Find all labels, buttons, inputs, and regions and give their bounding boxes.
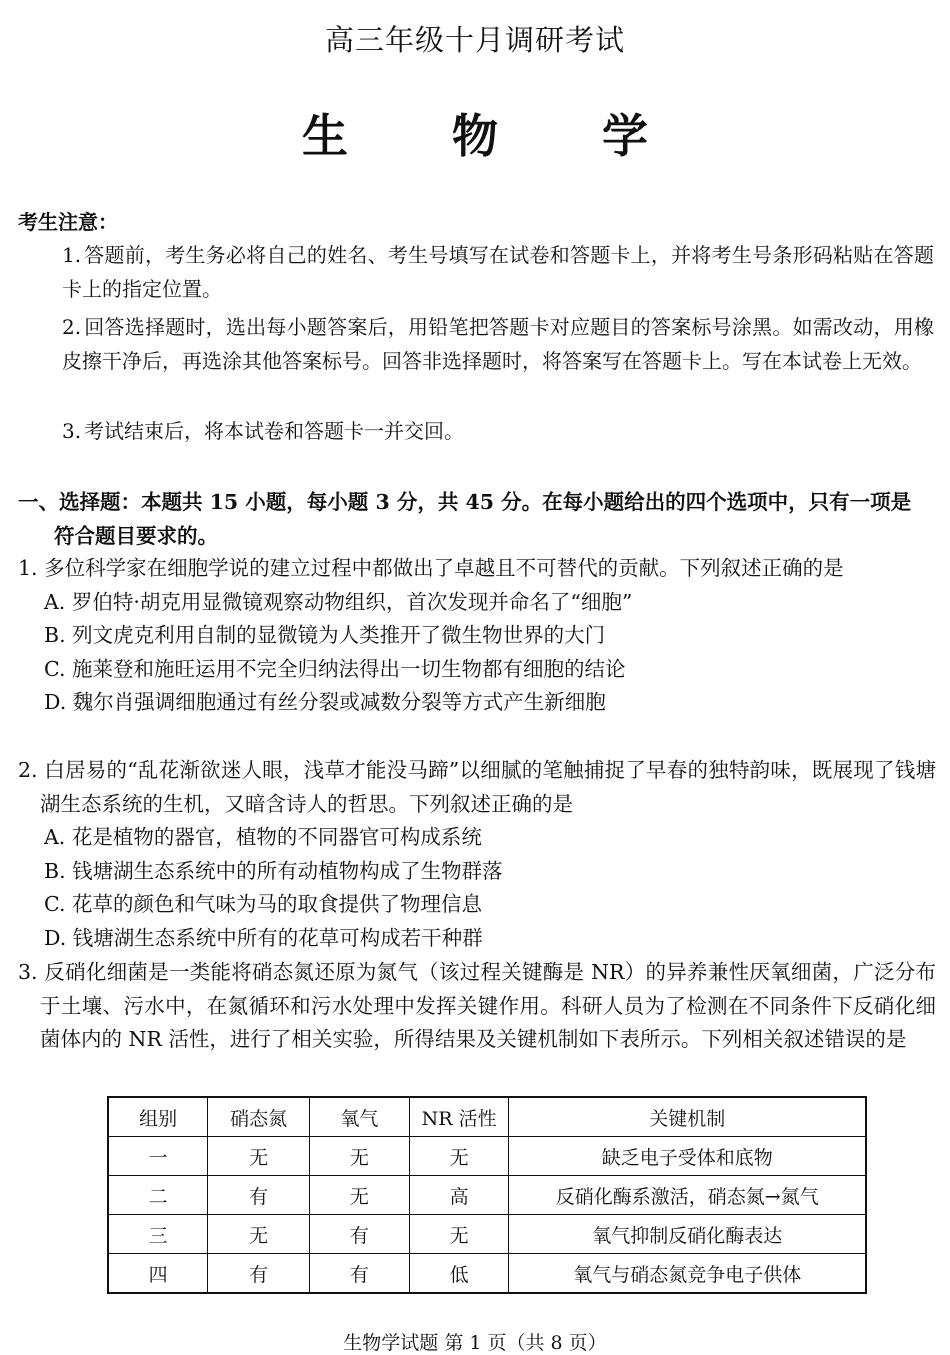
table-cell: 四 (108, 1254, 208, 1294)
question-2 (18, 754, 936, 955)
table-cell: 无 (409, 1215, 509, 1254)
notice-item (62, 238, 934, 306)
notice-item (62, 310, 934, 378)
column-header: 组别 (108, 1097, 208, 1137)
notice-item-number: 1. (62, 243, 82, 267)
table-cell: 高 (409, 1176, 509, 1215)
option-a: A. 罗伯特·胡克用显微镜观察动物组织，首次发现并命名了“细胞” (44, 589, 633, 614)
exam-title: 高三年级十月调研考试 (324, 23, 625, 57)
question-stem: 3. 反硝化细菌是一类能将硝态氮还原为氮气（该过程关键酶是 NR）的异养兼性厌氧细菌，广泛分布于土壤、污水中，在氮循环和污水处理中发挥关键作用。科研人员为了检测在不同条件下反硝化细菌体内的 NR 活性，进行了相关实验，所得结果及关键机制如下表所示。下列相关叙述错误的是 (18, 960, 936, 1051)
question-stem: 2. 白居易的“乱花渐欲迷人眼，浅草才能没马蹄”以细腻的笔触捕捉了早春的独特韵味，既展现了钱塘湖生态系统的生机，又暗含诗人的哲思。下列叙述正确的是 (18, 758, 936, 816)
notice-item-number: 2. (62, 315, 82, 339)
table-cell: 有 (208, 1176, 310, 1215)
option-c: C. 花草的颜色和气味为马的取食提供了物理信息 (44, 892, 482, 916)
table-cell: 有 (309, 1215, 409, 1254)
option-b: B. 列文虎克利用自制的显微镜为人类推开了微生物世界的大门 (44, 623, 606, 647)
section-heading-line: 一、选择题：本题共 15 小题，每小题 3 分，共 45 分。在每小题给出的四个选项中，只有一项是 (18, 490, 912, 514)
notice-item-number: 3. (62, 419, 82, 443)
table-cell: 氧气抑制反硝化酶表达 (509, 1215, 866, 1254)
table-cell: 一 (108, 1137, 208, 1176)
table-cell: 氧气与硝态氮竞争电子供体 (509, 1254, 866, 1294)
option-b: B. 钱塘湖生态系统中的所有动植物构成了生物群落 (44, 858, 503, 883)
table-cell: 反硝化酶系激活，硝态氮→氮气 (509, 1176, 866, 1215)
table-cell: 无 (309, 1176, 409, 1215)
table-row (108, 1176, 866, 1215)
option-a: A. 花是植物的器官，植物的不同器官可构成系统 (44, 825, 482, 849)
option-d: D. 魏尔肖强调细胞通过有丝分裂或减数分裂等方式产生新细胞 (44, 690, 606, 714)
table-cell: 三 (108, 1215, 208, 1254)
notice-item-text: 考试结束后，将本试卷和答题卡一并交回。 (84, 419, 464, 443)
table-row (108, 1137, 866, 1176)
table-header-row (108, 1097, 866, 1137)
table-cell: 有 (208, 1254, 310, 1294)
notice-item-text: 回答选择题时，选出每小题答案后，用铅笔把答题卡对应题目的答案标号涂黑。如需改动，用橡皮擦干净后，再选涂其他答案标号。回答非选择题时，将答案写在答题卡上。写在本试卷上无效。 (62, 315, 934, 373)
table-cell: 缺乏电子受体和底物 (509, 1137, 866, 1176)
column-header: 硝态氮 (208, 1097, 310, 1137)
table-cell: 有 (309, 1254, 409, 1294)
section-heading-line: 符合题目要求的。 (54, 524, 218, 548)
table-cell: 二 (108, 1176, 208, 1215)
table-cell: 无 (409, 1137, 509, 1176)
question-stem: 1. 多位科学家在细胞学说的建立过程中都做出了卓越且不可替代的贡献。下列叙述正确的是 (18, 556, 844, 580)
notice-heading: 考生注意： (18, 210, 118, 234)
column-header: 关键机制 (509, 1097, 866, 1137)
notice-item (62, 414, 934, 448)
column-header: NR 活性 (409, 1097, 509, 1137)
column-header: 氧气 (309, 1097, 409, 1137)
table-row (108, 1254, 866, 1294)
section-heading (18, 485, 936, 553)
option-d: D. 钱塘湖生态系统中所有的花草可构成若干种群 (44, 925, 483, 950)
subject-title: 生 物 学 (301, 109, 693, 163)
question-1 (18, 552, 936, 720)
table-cell: 无 (208, 1215, 310, 1254)
table-cell: 无 (208, 1137, 310, 1176)
question-3 (18, 956, 936, 1057)
table-cell: 无 (309, 1137, 409, 1176)
option-c: C. 施莱登和施旺运用不完全归纳法得出一切生物都有细胞的结论 (44, 656, 626, 681)
table-cell: 低 (409, 1254, 509, 1294)
notice-item-text: 答题前，考生务必将自己的姓名、考生号填写在试卷和答题卡上，并将考生号条形码粘贴在答题卡上的指定位置。 (62, 243, 934, 301)
results-table (107, 1096, 867, 1294)
table-row (108, 1215, 866, 1254)
page-footer: 生物学试题 第 1 页（共 8 页） (343, 1332, 607, 1354)
